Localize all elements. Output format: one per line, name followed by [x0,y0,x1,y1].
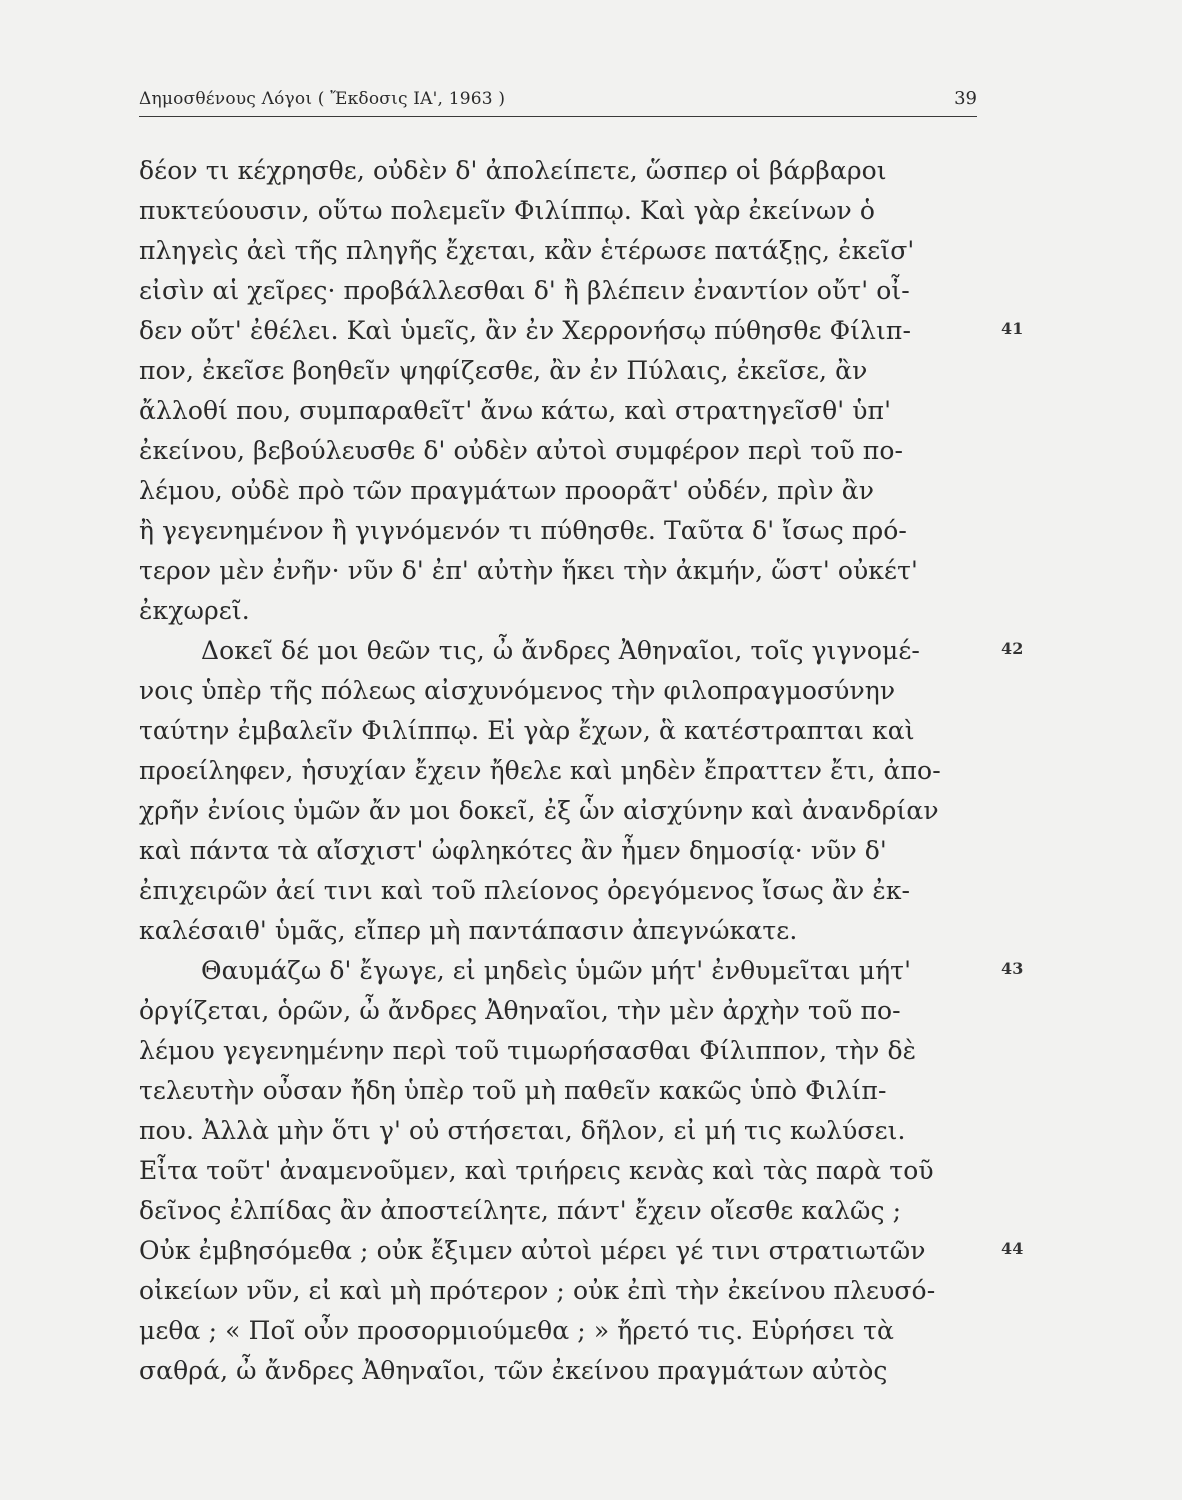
text-line: ταύτην ἐμβαλεῖν Φιλίππῳ. Εἰ γὰρ ἔχων, ἃ κατέστραπται καὶ [139,716,915,745]
text-line: προείληφεν, ἡσυχίαν ἔχειν ἤθελε καὶ μηδὲν ἔπραττεν ἔτι, ἀπο- [139,756,941,785]
text-line: ἢ γεγενημένον ἢ γιγνόμενόν τι πύθησθε. Ταῦτα δ' ἴσως πρό- [139,516,907,545]
text-line: πυκτεύουσιν, οὕτω πολεμεῖν Φιλίππῳ. Καὶ γὰρ ἐκείνων ὁ [139,196,876,225]
header-title: Δημοσθένους Λόγοι ( Ἔκδοσις ΙΑ', 1963 ) [139,89,506,109]
text-body [139,151,1024,1391]
text-line: καλέσαιθ' ὑμᾶς, εἴπερ μὴ παντάπασιν ἀπεγνώκατε. [139,916,798,945]
text-line-content: Δοκεῖ δέ μοι θεῶν τις, ὦ ἄνδρες Ἀθηναῖοι, τοῖς γιγνομέ- [201,636,920,665]
text-line: εἰσὶν αἱ χεῖρες· προβάλλεσθαι δ' ἢ βλέπειν ἐναντίον οὔτ' οἶ- [139,276,910,305]
text-line: ἐκχωρεῖ. [139,596,250,625]
text-line [139,1231,1024,1271]
text-line: ἄλλοθί που, συμπαραθεῖτ' ἄνω κάτω, καὶ στρατηγεῖσθ' ὑπ' [139,396,892,425]
section-number: 42 [1001,639,1024,658]
section-number: 41 [1001,319,1024,338]
text-line [139,631,1024,671]
text-line-content: Οὐκ ἐμβησόμεθα ; οὐκ ἔξιμεν αὐτοὶ μέρει γέ τινι στρατιωτῶν [139,1236,926,1265]
text-line: ὀργίζεται, ὁρῶν, ὦ ἄνδρες Ἀθηναῖοι, τὴν μὲν ἀρχὴν τοῦ πο- [139,996,901,1025]
text-line: λέμου γεγενημένην περὶ τοῦ τιμωρήσασθαι Φίλιππον, τὴν δὲ [139,1036,917,1065]
text-line: χρῆν ἐνίοις ὑμῶν ἄν μοι δοκεῖ, ἐξ ὧν αἰσχύνην καὶ ἀνανδρίαν [139,796,939,825]
text-line: σαθρά, ὦ ἄνδρες Ἀθηναῖοι, τῶν ἐκείνου πραγμάτων αὐτὸς [139,1356,888,1385]
text-line: δέον τι κέχρησθε, οὐδὲν δ' ἀπολείπετε, ὥσπερ οἱ βάρβαροι [139,156,887,185]
page-number: 39 [954,88,977,109]
text-line: ἐκείνου, βεβούλευσθε δ' οὐδὲν αὐτοὶ συμφέρον περὶ τοῦ πο- [139,436,904,465]
text-line: Εἶτα τοῦτ' ἀναμενοῦμεν, καὶ τριήρεις κενὰς καὶ τὰς παρὰ τοῦ [139,1156,934,1185]
text-line: λέμου, οὐδὲ πρὸ τῶν πραγμάτων προορᾶτ' οὐδέν, πρὶν ἂν [139,476,875,505]
text-line: τελευτὴν οὖσαν ἤδη ὑπὲρ τοῦ μὴ παθεῖν κακῶς ὑπὸ Φιλίπ- [139,1076,887,1105]
text-line: πληγεὶς ἀεὶ τῆς πληγῆς ἔχεται, κἂν ἑτέρωσε πατάξῃς, ἐκεῖσ' [139,236,915,265]
text-line: οἰκείων νῦν, εἰ καὶ μὴ πρότερον ; οὐκ ἐπὶ τὴν ἐκείνου πλευσό- [139,1276,936,1305]
text-line [139,951,1024,991]
running-header [139,86,977,117]
text-line-content: δεν οὔτ' ἐθέλει. Καὶ ὑμεῖς, ἂν ἐν Χερρονήσῳ πύθησθε Φίλιπ- [139,316,912,345]
text-line: καὶ πάντα τὰ αἴσχιστ' ὠφληκότες ἂν ἦμεν δημοσίᾳ· νῦν δ' [139,836,887,865]
section-number: 44 [1001,1239,1024,1258]
section-number: 43 [1001,959,1024,978]
text-line [139,311,1024,351]
text-line: νοις ὑπὲρ τῆς πόλεως αἰσχυνόμενος τὴν φιλοπραγμοσύνην [139,676,896,705]
text-line: δεῖνος ἐλπίδας ἂν ἀποστείλητε, πάντ' ἔχειν οἴεσθε καλῶς ; [139,1196,902,1225]
text-line-content: Θαυμάζω δ' ἔγωγε, εἰ μηδεὶς ὑμῶν μήτ' ἐνθυμεῖται μήτ' [201,956,912,985]
text-line: τερον μὲν ἐνῆν· νῦν δ' ἐπ' αὐτὴν ἥκει τὴν ἀκμήν, ὥστ' οὐκέτ' [139,556,918,585]
text-line: που. Ἀλλὰ μὴν ὅτι γ' οὐ στήσεται, δῆλον, εἰ μή τις κωλύσει. [139,1116,906,1145]
text-line: πον, ἐκεῖσε βοηθεῖν ψηφίζεσθε, ἂν ἐν Πύλαις, ἐκεῖσε, ἂν [139,356,868,385]
text-line: μεθα ; « Ποῖ οὖν προσορμιούμεθα ; » ἤρετό τις. Εὑρήσει τὰ [139,1316,894,1345]
text-line: ἐπιχειρῶν ἀεί τινι καὶ τοῦ πλείονος ὀρεγόμενος ἴσως ἂν ἐκ- [139,876,911,905]
